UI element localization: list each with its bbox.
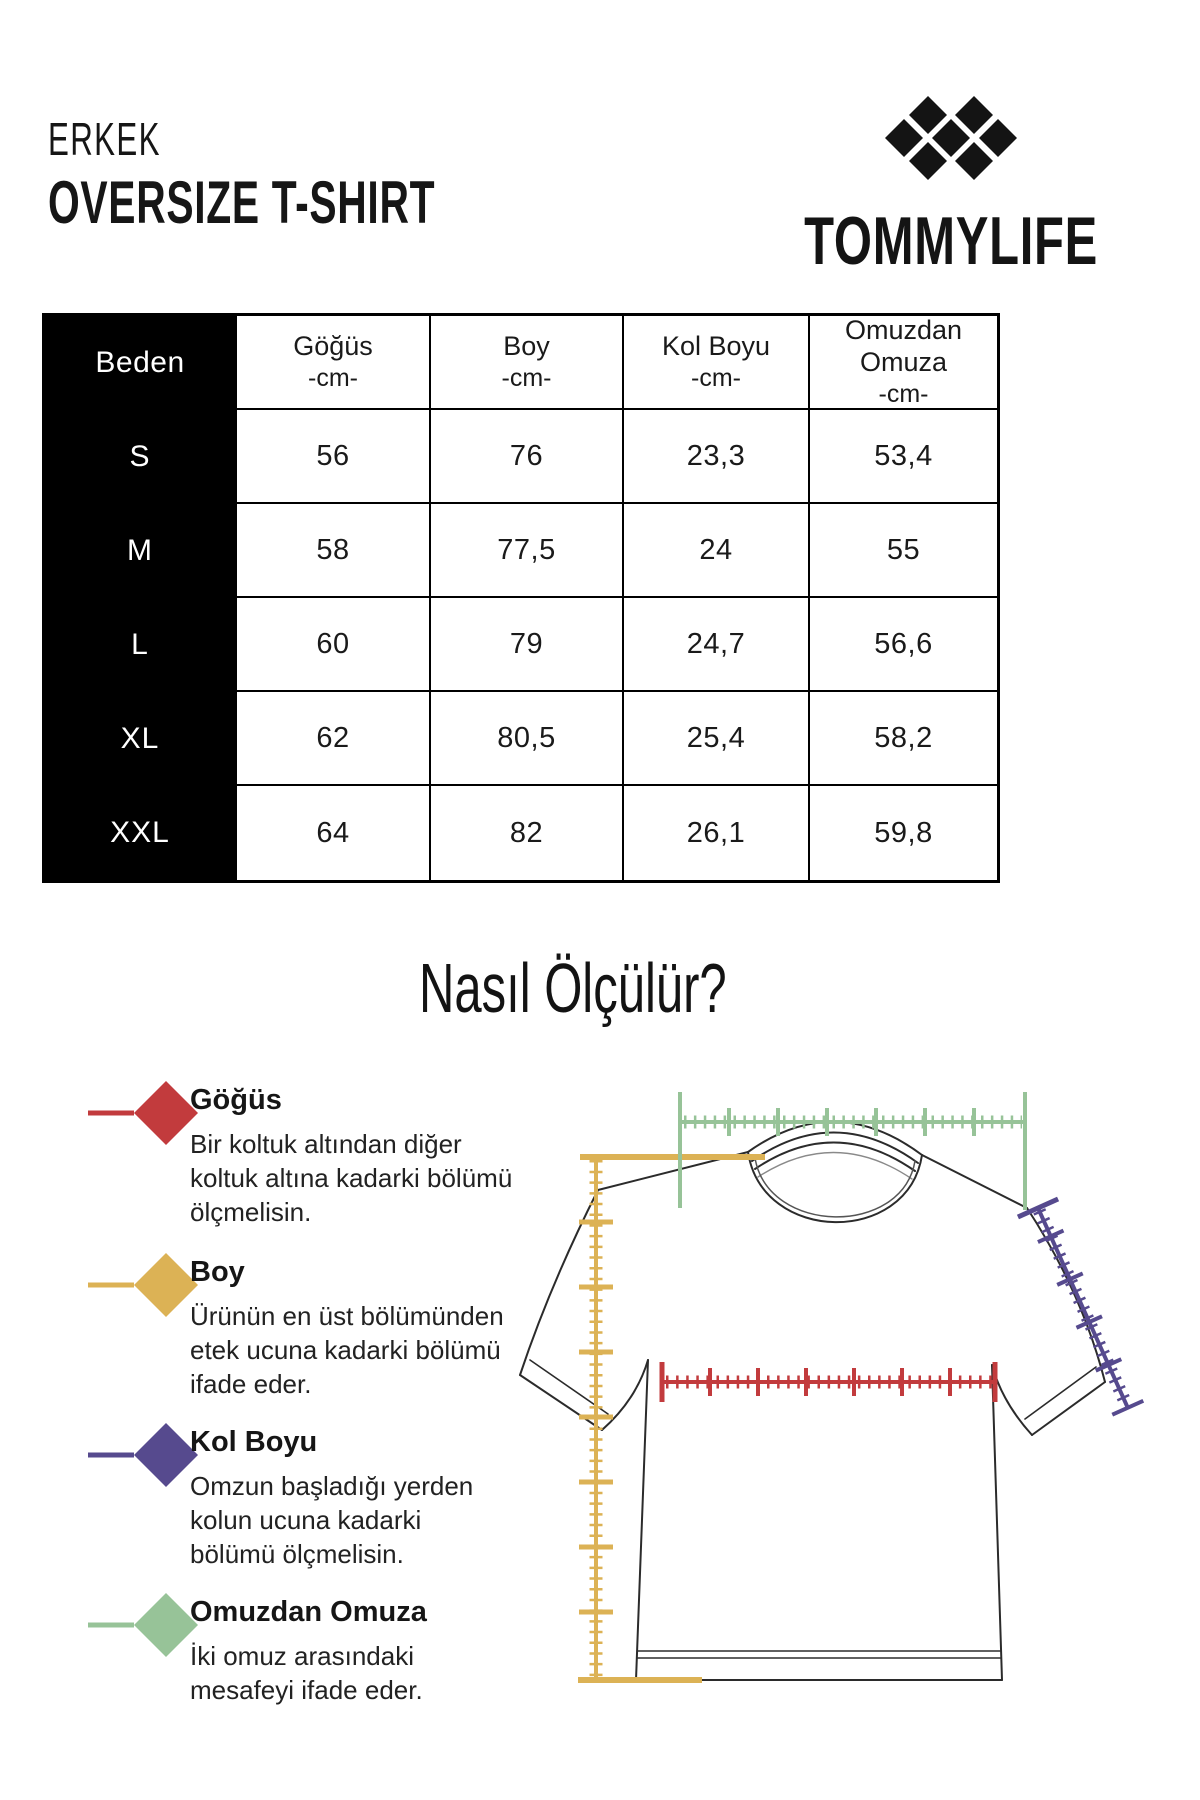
omuzdan-omuza-diamond-icon xyxy=(88,1590,203,1660)
size-table xyxy=(42,313,1000,883)
table-cell: 58 xyxy=(237,504,431,598)
table-cell: 59,8 xyxy=(874,816,933,849)
col-header-gogus: Göğüs -cm- xyxy=(237,316,431,410)
size-row-label: L xyxy=(45,598,237,692)
col-header-kol-boyu: Kol Boyu -cm- xyxy=(624,316,810,410)
table-cell: 55 xyxy=(810,504,997,598)
brand-name: TOMMYLIFE xyxy=(803,203,1098,279)
table-cell: 62 xyxy=(237,692,431,786)
table-cell: 60 xyxy=(237,598,431,692)
how-to-measure-title: Nasıl Ölçülür? xyxy=(418,949,727,1027)
brand-logo-block xyxy=(747,88,1155,280)
length-ruler xyxy=(578,1157,765,1680)
table-cell: 26,1 xyxy=(624,786,810,880)
table-cell: 23,3 xyxy=(624,410,810,504)
table-cell: 53,4 xyxy=(810,410,997,504)
sleeve-ruler xyxy=(1018,1199,1148,1417)
category-title: ERKEK xyxy=(48,113,161,165)
table-cell: 56 xyxy=(237,410,431,504)
col-header-boy: Boy -cm- xyxy=(431,316,624,410)
table-cell: 56,6 xyxy=(810,598,997,692)
tommylife-diamonds-logo-icon xyxy=(876,88,1026,188)
table-cell: 80,5 xyxy=(431,692,624,786)
col-header-omuzdan-omuza: Omuzdan Omuza -cm- xyxy=(810,316,997,410)
legend-name: Omuzdan Omuza xyxy=(190,1596,427,1628)
boy-diamond-icon xyxy=(88,1250,203,1320)
table-cell: 76 xyxy=(431,410,624,504)
table-cell: 25,4 xyxy=(624,692,810,786)
tshirt-measurement-diagram xyxy=(490,1030,1150,1740)
size-row-label: XL xyxy=(45,692,237,786)
table-cell: 58,2 xyxy=(810,692,997,786)
table-cell: 79 xyxy=(431,598,624,692)
table-cell: 82 xyxy=(431,786,624,880)
legend-description: İki omuz arasındaki mesafeyi ifade eder. xyxy=(190,1641,423,1705)
table-cell: 24,7 xyxy=(624,598,810,692)
table-cell: 64 xyxy=(237,786,431,880)
col-header-beden: Beden xyxy=(45,316,237,410)
legend-name: Göğüs xyxy=(190,1084,282,1116)
size-row-label: M xyxy=(45,504,237,598)
chest-ruler xyxy=(662,1362,995,1402)
size-row-label: S xyxy=(45,410,237,504)
tshirt-outline xyxy=(520,1122,1105,1680)
table-cell: 24 xyxy=(624,504,810,598)
table-cell: 77,5 xyxy=(431,504,624,598)
size-row-label: XXL xyxy=(45,786,237,880)
legend-name: Kol Boyu xyxy=(190,1426,318,1458)
kol-boyu-diamond-icon xyxy=(88,1420,203,1490)
legend-name: Boy xyxy=(190,1256,245,1288)
product-title: OVERSIZE T-SHIRT xyxy=(48,169,436,236)
gogus-diamond-icon xyxy=(88,1078,203,1148)
shoulder-ruler xyxy=(680,1092,1025,1210)
legend-description: Bir koltuk altından diğer koltuk altına kadarki bölümü ölçmelisin. xyxy=(190,1129,513,1227)
legend-description: Ürünün en üst bölümünden etek ucuna kadarki bölümü ifade eder. xyxy=(190,1301,504,1399)
legend-description: Omzun başladığı yerden kolun ucuna kadarki bölümü ölçmelisin. xyxy=(190,1471,474,1569)
